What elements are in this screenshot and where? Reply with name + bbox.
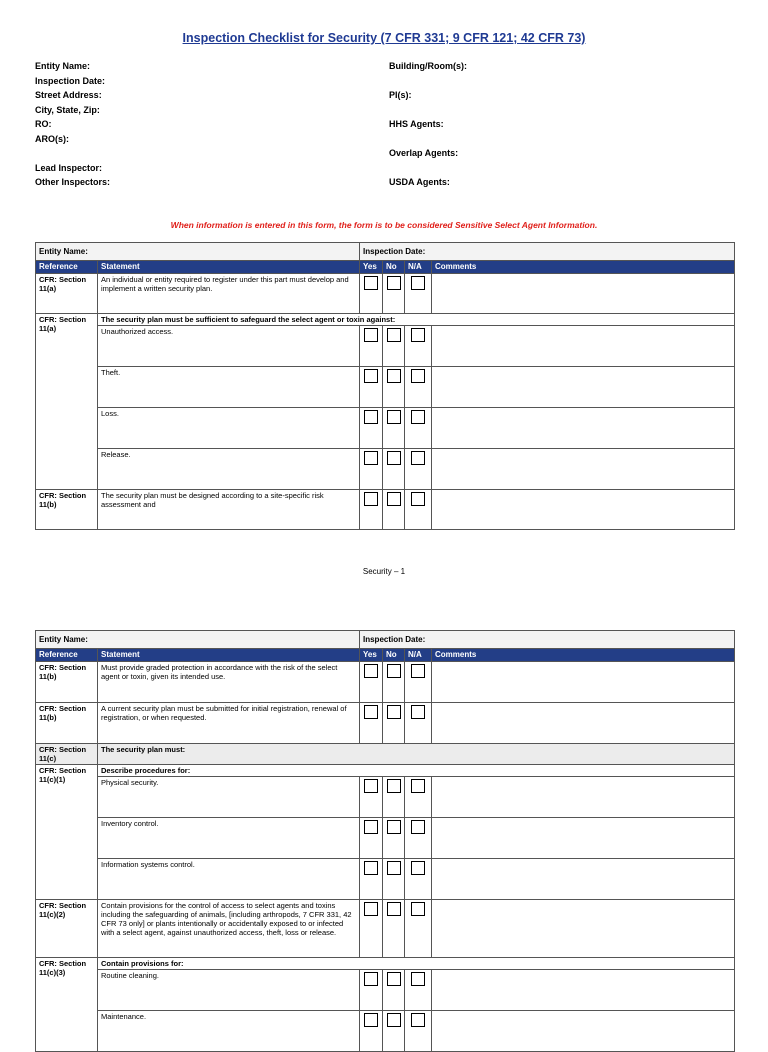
table-row: [36, 900, 735, 958]
statement-cell: Contain provisions for the control of access to select agents and toxins including the safeguarding of animals, [including arthropods, 7 CFR 331, 42 CFR 73 only] or plants intentionally or accidentally exposed to or infected with a select agent, against unauthorized access, theft, loss or release.: [98, 900, 360, 958]
comments-cell[interactable]: [432, 326, 735, 367]
yes-checkbox[interactable]: [364, 276, 378, 290]
checklist-table-page-2: [35, 630, 735, 1052]
no-checkbox[interactable]: [387, 1013, 401, 1027]
yes-checkbox[interactable]: [364, 410, 378, 424]
comments-cell[interactable]: [432, 1011, 735, 1052]
header-reference: Reference: [36, 649, 98, 662]
table-row: [36, 958, 735, 970]
reference-cell: CFR: Section 11(b): [36, 490, 98, 530]
label-city-state-zip: City, State, Zip:: [35, 104, 100, 115]
table-row: [36, 765, 735, 777]
yes-checkbox[interactable]: [364, 820, 378, 834]
no-checkbox[interactable]: [387, 820, 401, 834]
table-row: [36, 367, 735, 408]
table-row: [36, 449, 735, 490]
table-row: [36, 777, 735, 818]
na-checkbox[interactable]: [411, 369, 425, 383]
no-checkbox[interactable]: [387, 779, 401, 793]
info-left-block: [35, 59, 110, 190]
reference-cell: CFR: Section 11(a): [36, 274, 98, 314]
statement-heading-cell: Describe procedures for:: [98, 765, 735, 777]
comments-cell[interactable]: [432, 970, 735, 1011]
comments-cell[interactable]: [432, 777, 735, 818]
no-checkbox[interactable]: [387, 972, 401, 986]
no-checkbox[interactable]: [387, 902, 401, 916]
na-checkbox[interactable]: [411, 328, 425, 342]
statement-cell: Physical security.: [98, 777, 360, 818]
no-checkbox[interactable]: [387, 328, 401, 342]
label-inspection-date: Inspection Date:: [35, 75, 106, 86]
yes-checkbox[interactable]: [364, 492, 378, 506]
na-checkbox[interactable]: [411, 705, 425, 719]
header-na: N/A: [405, 261, 432, 274]
yes-checkbox[interactable]: [364, 328, 378, 342]
no-checkbox[interactable]: [387, 861, 401, 875]
no-checkbox[interactable]: [387, 705, 401, 719]
no-checkbox[interactable]: [387, 451, 401, 465]
table-row: [36, 314, 735, 326]
comments-cell[interactable]: [432, 662, 735, 703]
reference-cell: CFR: Section 11(c)(2): [36, 900, 98, 958]
comments-cell[interactable]: [432, 367, 735, 408]
statement-cell: A current security plan must be submitted for initial registration, renewal of registration, or when requested.: [98, 703, 360, 744]
spacer: [389, 103, 467, 118]
reference-cell: CFR: Section 11(c)(3): [36, 958, 98, 1052]
yes-checkbox[interactable]: [364, 664, 378, 678]
no-checkbox[interactable]: [387, 410, 401, 424]
reference-cell: CFR: Section 11(b): [36, 662, 98, 703]
header-no: No: [383, 261, 405, 274]
table-row: [36, 274, 735, 314]
label-pis: PI(s):: [389, 90, 412, 100]
na-checkbox[interactable]: [411, 972, 425, 986]
statement-cell: Unauthorized access.: [98, 326, 360, 367]
no-checkbox[interactable]: [387, 276, 401, 290]
checklist-table-page-1: [35, 242, 735, 530]
document-title: Inspection Checklist for Security (7 CFR 331; 9 CFR 121; 42 CFR 73): [182, 31, 586, 45]
page-footer: Security – 1: [362, 567, 406, 576]
header-yes: Yes: [360, 649, 383, 662]
statement-heading-cell: Contain provisions for:: [98, 958, 735, 970]
header-comments: Comments: [432, 649, 735, 662]
yes-checkbox[interactable]: [364, 972, 378, 986]
table-header-row: [36, 649, 735, 662]
statement-heading-cell: The security plan must:: [98, 744, 735, 765]
comments-cell[interactable]: [432, 449, 735, 490]
table-row: [36, 859, 735, 900]
na-checkbox[interactable]: [411, 410, 425, 424]
statement-cell: The security plan must be designed according to a site-specific risk assessment and: [98, 490, 360, 530]
reference-cell: CFR: Section 11(a): [36, 314, 98, 490]
statement-heading-cell: The security plan must be sufficient to safeguard the select agent or toxin against:: [98, 314, 735, 326]
na-checkbox[interactable]: [411, 820, 425, 834]
label-usda-agents: USDA Agents:: [389, 177, 450, 187]
na-checkbox[interactable]: [411, 664, 425, 678]
comments-cell[interactable]: [432, 859, 735, 900]
yes-checkbox[interactable]: [364, 369, 378, 383]
spacer: [389, 132, 467, 147]
entity-name-cell: Entity Name:: [36, 631, 360, 649]
header-no: No: [383, 649, 405, 662]
statement-cell: Loss.: [98, 408, 360, 449]
statement-cell: Theft.: [98, 367, 360, 408]
spacer: [35, 146, 110, 161]
label-aro: ARO(s):: [35, 133, 69, 144]
label-entity-name: Entity Name:: [35, 61, 91, 71]
sensitivity-warning: When information is entered in this form, the form is to be considered Sensitive Select Agent Information.: [170, 220, 598, 230]
statement-cell: Maintenance.: [98, 1011, 360, 1052]
table-row: [36, 1011, 735, 1052]
statement-cell: Inventory control.: [98, 818, 360, 859]
table-row: [36, 818, 735, 859]
label-street-address: Street Address:: [35, 90, 102, 100]
na-checkbox[interactable]: [411, 492, 425, 506]
statement-cell: Information systems control.: [98, 859, 360, 900]
yes-checkbox[interactable]: [364, 902, 378, 916]
info-right-block: [389, 59, 467, 190]
entity-name-cell: Entity Name:: [36, 243, 360, 261]
inspection-date-cell: Inspection Date:: [360, 631, 735, 649]
na-checkbox[interactable]: [411, 276, 425, 290]
header-statement: Statement: [98, 261, 360, 274]
table-row: [36, 970, 735, 1011]
header-reference: Reference: [36, 261, 98, 274]
na-checkbox[interactable]: [411, 451, 425, 465]
header-statement: Statement: [98, 649, 360, 662]
comments-cell[interactable]: [432, 490, 735, 530]
comments-cell[interactable]: [432, 408, 735, 449]
label-other-inspectors: Other Inspectors:: [35, 177, 111, 187]
statement-cell: An individual or entity required to register under this part must develop and implement a written security plan.: [98, 274, 360, 314]
reference-cell: CFR: Section 11(b): [36, 703, 98, 744]
table-row: [36, 744, 735, 765]
spacer: [389, 161, 467, 176]
label-lead-inspector: Lead Inspector:: [35, 162, 103, 173]
na-checkbox[interactable]: [411, 861, 425, 875]
na-checkbox[interactable]: [411, 1013, 425, 1027]
reference-cell: CFR: Section 11(c): [36, 744, 98, 765]
no-checkbox[interactable]: [387, 369, 401, 383]
label-building-rooms: Building/Room(s):: [389, 61, 467, 71]
comments-cell[interactable]: [432, 900, 735, 958]
comments-cell[interactable]: [432, 703, 735, 744]
yes-checkbox[interactable]: [364, 451, 378, 465]
yes-checkbox[interactable]: [364, 779, 378, 793]
reference-cell: CFR: Section 11(c)(1): [36, 765, 98, 900]
header-comments: Comments: [432, 261, 735, 274]
spacer: [389, 74, 467, 89]
no-checkbox[interactable]: [387, 664, 401, 678]
yes-checkbox[interactable]: [364, 705, 378, 719]
table-header-row: [36, 261, 735, 274]
statement-cell: Must provide graded protection in accordance with the risk of the select agent or toxin, given its intended use.: [98, 662, 360, 703]
yes-checkbox[interactable]: [364, 861, 378, 875]
comments-cell[interactable]: [432, 818, 735, 859]
statement-cell: Routine cleaning.: [98, 970, 360, 1011]
statement-cell: Release.: [98, 449, 360, 490]
comments-cell[interactable]: [432, 274, 735, 314]
header-yes: Yes: [360, 261, 383, 274]
label-overlap-agents: Overlap Agents:: [389, 148, 459, 158]
na-checkbox[interactable]: [411, 902, 425, 916]
table-row: [36, 703, 735, 744]
no-checkbox[interactable]: [387, 492, 401, 506]
header-na: N/A: [405, 649, 432, 662]
label-ro: RO:: [35, 119, 52, 129]
yes-checkbox[interactable]: [364, 1013, 378, 1027]
table-row: [36, 662, 735, 703]
table-row: [36, 408, 735, 449]
table-row: [36, 326, 735, 367]
na-checkbox[interactable]: [411, 779, 425, 793]
inspection-date-cell: Inspection Date:: [360, 243, 735, 261]
label-hhs-agents: HHS Agents:: [389, 119, 444, 129]
table-row: [36, 490, 735, 530]
